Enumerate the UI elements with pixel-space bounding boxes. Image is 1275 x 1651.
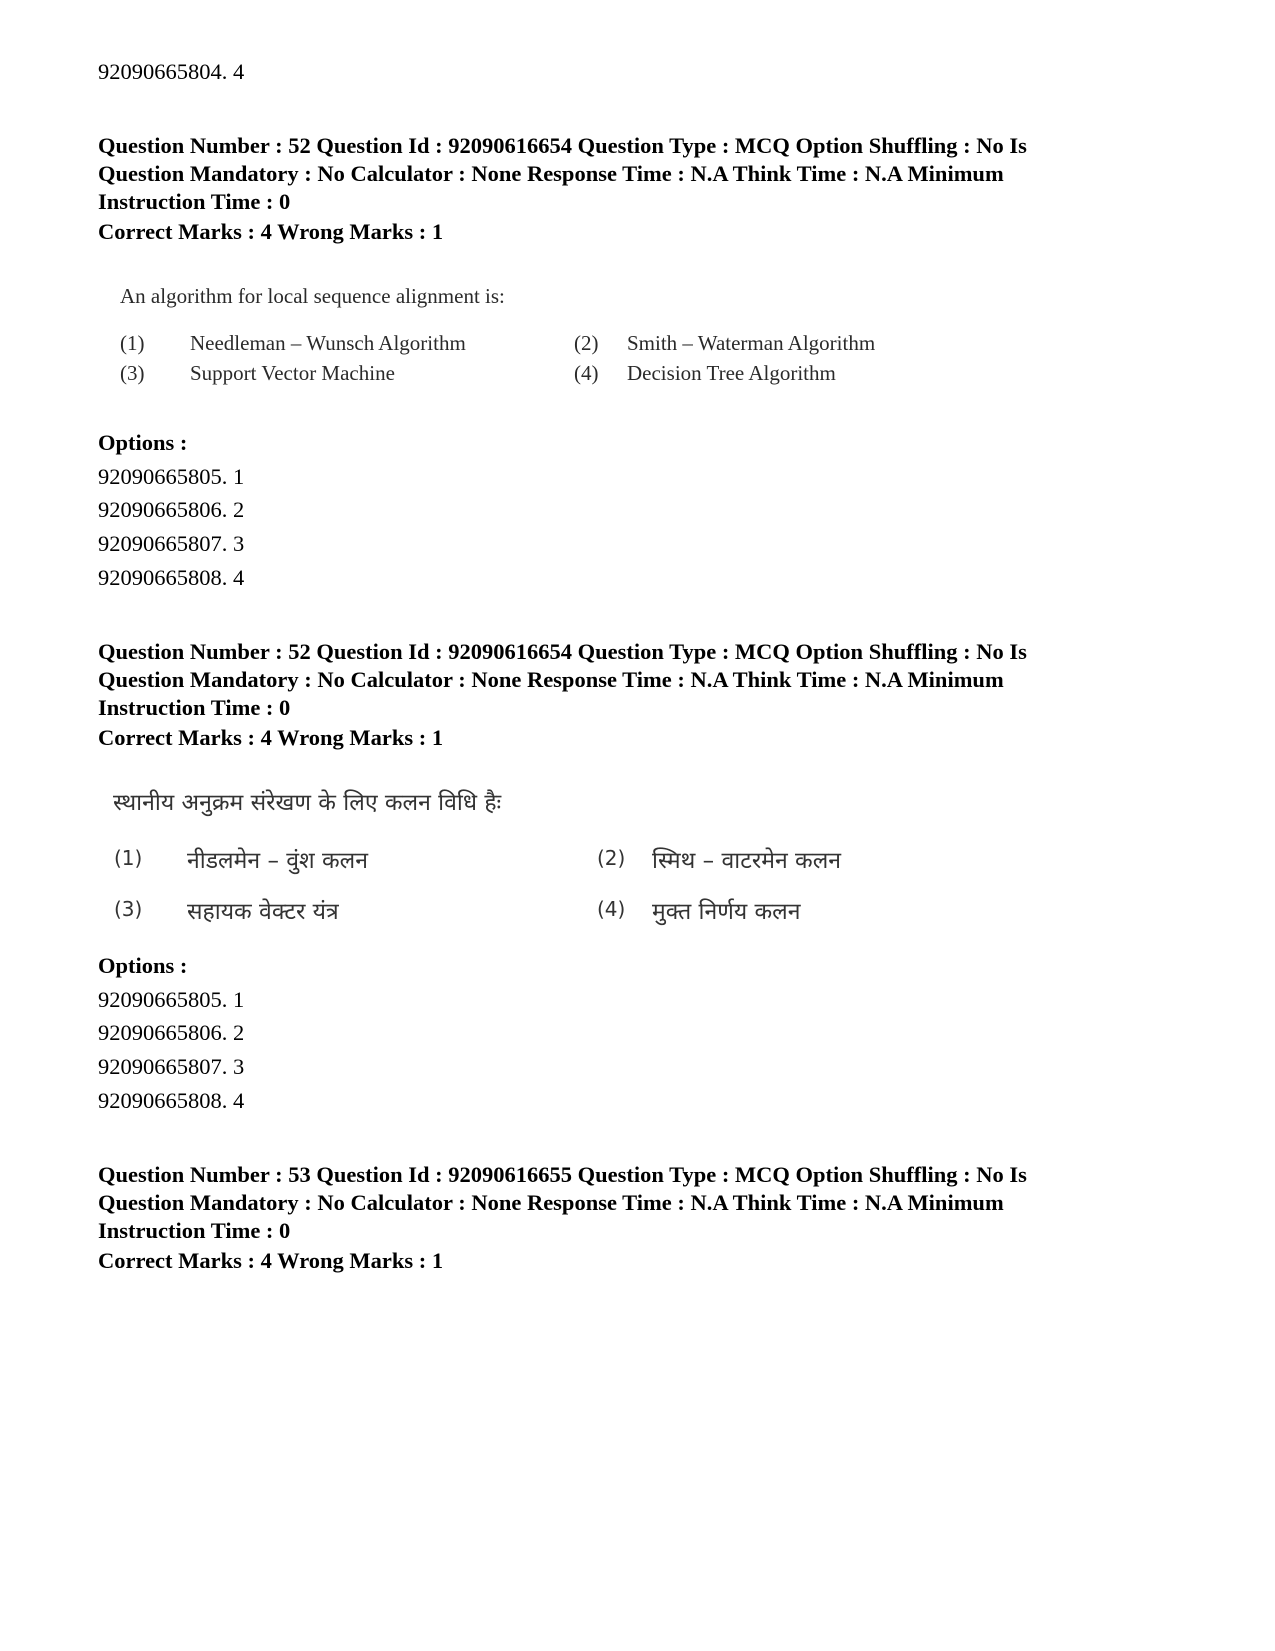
question-header-line: Instruction Time : 0 xyxy=(98,695,291,720)
choice-text: सहायक वेक्टर यंत्र xyxy=(187,899,339,925)
choice-number: (1) xyxy=(120,331,145,355)
question-header-line: Question Mandatory : No Calculator : None Response Time : N.A Think Time : N.A Minimum xyxy=(98,1190,1004,1215)
option-line: 92090665805. 1 xyxy=(98,987,245,1012)
question-header xyxy=(98,132,1158,216)
question-header-line: Instruction Time : 0 xyxy=(98,1218,291,1243)
choice-text: Smith – Waterman Algorithm xyxy=(627,331,876,355)
question-header-line: Question Number : 53 Question Id : 92090616655 Question Type : MCQ Option Shuffling : No Is xyxy=(98,1162,1027,1187)
question-header-line: Question Mandatory : No Calculator : None Response Time : N.A Think Time : N.A Minimum xyxy=(98,667,1004,692)
choice-text: मुक्त निर्णय कलन xyxy=(652,899,801,925)
question-header-line: Question Number : 52 Question Id : 92090616654 Question Type : MCQ Option Shuffling : No Is xyxy=(98,133,1027,158)
choice-number: (1) xyxy=(114,846,143,870)
option-line: 92090665806. 2 xyxy=(98,1020,245,1045)
question-stem: स्थानीय अनुक्रम संरेखण के लिए कलन विधि हैः xyxy=(113,790,502,816)
marks-line: Correct Marks : 4 Wrong Marks : 1 xyxy=(98,725,444,750)
choice-number: (2) xyxy=(597,846,626,870)
marks-line: Correct Marks : 4 Wrong Marks : 1 xyxy=(98,219,444,244)
choice-number: (4) xyxy=(574,361,599,385)
question-header xyxy=(98,1161,1158,1245)
choice-text: स्मिथ – वाटरमेन कलन xyxy=(652,848,842,874)
choice-text: Support Vector Machine xyxy=(190,361,395,385)
question-header xyxy=(98,638,1158,722)
choice-number: (4) xyxy=(597,897,626,921)
choice-number: (2) xyxy=(574,331,599,355)
options-label: Options : xyxy=(98,430,188,455)
option-line: 92090665806. 2 xyxy=(98,497,245,522)
option-line: 92090665808. 4 xyxy=(98,1088,245,1113)
options-label: Options : xyxy=(98,953,188,978)
question-header-line: Question Mandatory : No Calculator : None Response Time : N.A Think Time : N.A Minimum xyxy=(98,161,1004,186)
question-stem: An algorithm for local sequence alignment is: xyxy=(120,284,505,308)
choice-text: Needleman – Wunsch Algorithm xyxy=(190,331,466,355)
marks-line: Correct Marks : 4 Wrong Marks : 1 xyxy=(98,1248,444,1273)
option-line: 92090665808. 4 xyxy=(98,565,245,590)
choice-number: (3) xyxy=(114,897,143,921)
question-header-line: Question Number : 52 Question Id : 92090616654 Question Type : MCQ Option Shuffling : No Is xyxy=(98,639,1027,664)
previous-option-line: 92090665804. 4 xyxy=(98,59,245,84)
option-line: 92090665807. 3 xyxy=(98,1054,245,1079)
choice-text: Decision Tree Algorithm xyxy=(627,361,836,385)
choice-number: (3) xyxy=(120,361,145,385)
option-line: 92090665805. 1 xyxy=(98,464,245,489)
option-line: 92090665807. 3 xyxy=(98,531,245,556)
choice-text: नीडलमेन – वुंश कलन xyxy=(187,848,369,874)
question-header-line: Instruction Time : 0 xyxy=(98,189,291,214)
